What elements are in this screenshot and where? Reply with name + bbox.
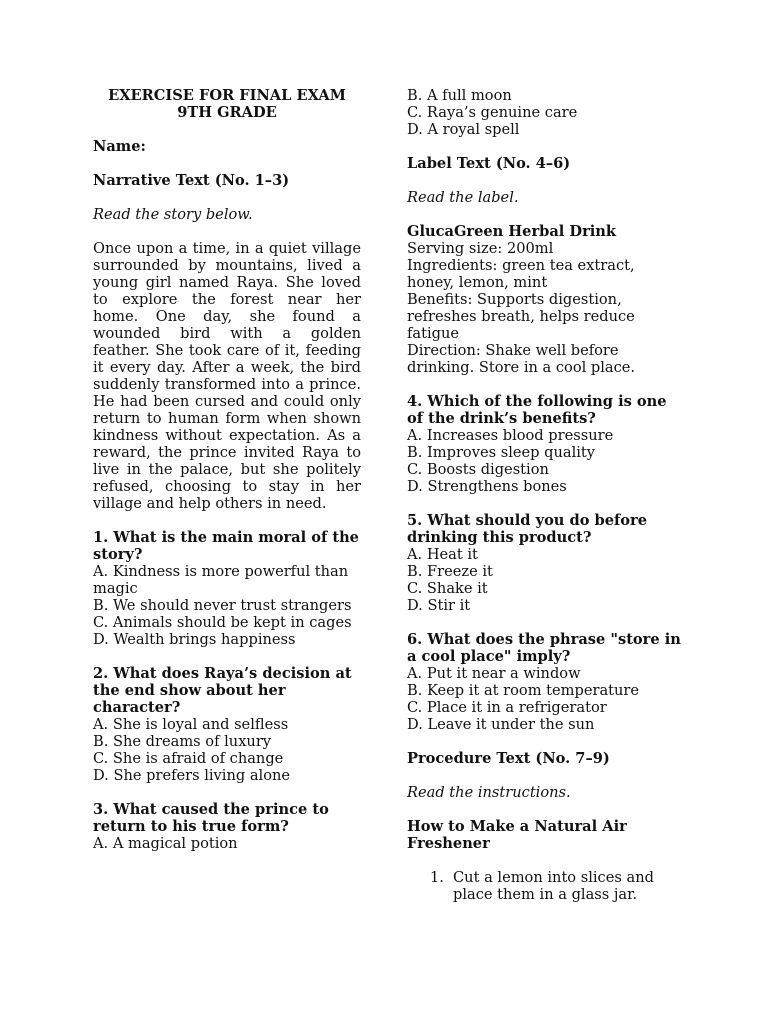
label-instruction: Read the label. bbox=[407, 189, 519, 206]
option-d: D. Wealth brings happiness bbox=[93, 631, 296, 648]
serving-size: Serving size: 200ml bbox=[407, 240, 554, 257]
question-3 bbox=[93, 801, 361, 852]
option-c: C. Boosts digestion bbox=[407, 461, 549, 478]
option-b: B. Freeze it bbox=[407, 563, 493, 580]
narrative-instruction: Read the story below. bbox=[93, 206, 253, 223]
option-a: A. Put it near a window bbox=[407, 665, 581, 682]
product-name: GlucaGreen Herbal Drink bbox=[407, 223, 617, 240]
product-label bbox=[407, 223, 682, 376]
right-column bbox=[407, 87, 682, 903]
step-text: Cut a lemon into slices and place them in a glass jar. bbox=[453, 869, 654, 903]
question-3-continued bbox=[407, 87, 682, 138]
direction: Direction: Shake well before drinking. Store in a cool place. bbox=[407, 342, 636, 376]
option-c: C. Shake it bbox=[407, 580, 488, 597]
list-item bbox=[407, 869, 682, 903]
question-text: 5. What should you do before drinking this product? bbox=[407, 512, 647, 546]
option-b: B. We should never trust strangers bbox=[93, 597, 352, 614]
procedure-title: How to Make a Natural Air Freshener bbox=[407, 818, 627, 852]
ingredients: Ingredients: green tea extract, honey, lemon, mint bbox=[407, 257, 635, 291]
question-2 bbox=[93, 665, 361, 784]
option-c: C. Place it in a refrigerator bbox=[407, 699, 607, 716]
option-d: D. Stir it bbox=[407, 597, 471, 614]
step-number: 1. bbox=[430, 869, 444, 886]
exam-title bbox=[93, 87, 361, 121]
exam-title-line1: EXERCISE FOR FINAL EXAM bbox=[108, 87, 346, 104]
label-heading: Label Text (No. 4–6) bbox=[407, 155, 571, 172]
procedure-heading: Procedure Text (No. 7–9) bbox=[407, 750, 610, 767]
option-a: A. Heat it bbox=[407, 546, 478, 563]
left-column bbox=[93, 87, 361, 852]
procedure-instruction: Read the instructions. bbox=[407, 784, 571, 801]
option-b: B. She dreams of luxury bbox=[93, 733, 272, 750]
question-6 bbox=[407, 631, 682, 733]
question-text: 3. What caused the prince to return to his true form? bbox=[93, 801, 329, 835]
question-text: 2. What does Raya’s decision at the end show about her character? bbox=[93, 665, 352, 716]
option-a: A. A magical potion bbox=[93, 835, 238, 852]
question-5 bbox=[407, 512, 682, 614]
name-label: Name: bbox=[93, 138, 146, 155]
option-d: D. She prefers living alone bbox=[93, 767, 291, 784]
option-d: D. A royal spell bbox=[407, 121, 520, 138]
option-b: B. Improves sleep quality bbox=[407, 444, 596, 461]
question-text: 1. What is the main moral of the story? bbox=[93, 529, 359, 563]
option-a: A. She is loyal and selfless bbox=[93, 716, 289, 733]
exam-title-line2: 9TH GRADE bbox=[177, 104, 277, 121]
option-c: C. Raya’s genuine care bbox=[407, 104, 578, 121]
question-text: 4. Which of the following is one of the drink’s benefits? bbox=[407, 393, 667, 427]
narrative-heading: Narrative Text (No. 1–3) bbox=[93, 172, 290, 189]
option-d: D. Strengthens bones bbox=[407, 478, 567, 495]
procedure-steps bbox=[407, 869, 682, 903]
option-a: A. Increases blood pressure bbox=[407, 427, 614, 444]
option-c: C. Animals should be kept in cages bbox=[93, 614, 352, 631]
benefits: Benefits: Supports digestion, refreshes breath, helps reduce fatigue bbox=[407, 291, 635, 342]
question-4 bbox=[407, 393, 682, 495]
option-b: B. A full moon bbox=[407, 87, 512, 104]
question-text: 6. What does the phrase "store in a cool place" imply? bbox=[407, 631, 681, 665]
option-c: C. She is afraid of change bbox=[93, 750, 284, 767]
narrative-story: Once upon a time, in a quiet village surrounded by mountains, lived a young girl named Raya. She loved to explore the forest near her home. One day, she found a wounded bird with a golden feather. She took care of it, feeding it every day. After a week, the bird suddenly transformed into a prince. He had been cursed and could only return to human form when shown kindness without expectation. As a reward, the prince invited Raya to live in the palace, but she politely refused, choosing to stay in her village and help others in need. bbox=[93, 240, 361, 512]
option-a: A. Kindness is more powerful than magic bbox=[93, 563, 349, 597]
option-b: B. Keep it at room temperature bbox=[407, 682, 640, 699]
option-d: D. Leave it under the sun bbox=[407, 716, 595, 733]
question-1 bbox=[93, 529, 361, 648]
